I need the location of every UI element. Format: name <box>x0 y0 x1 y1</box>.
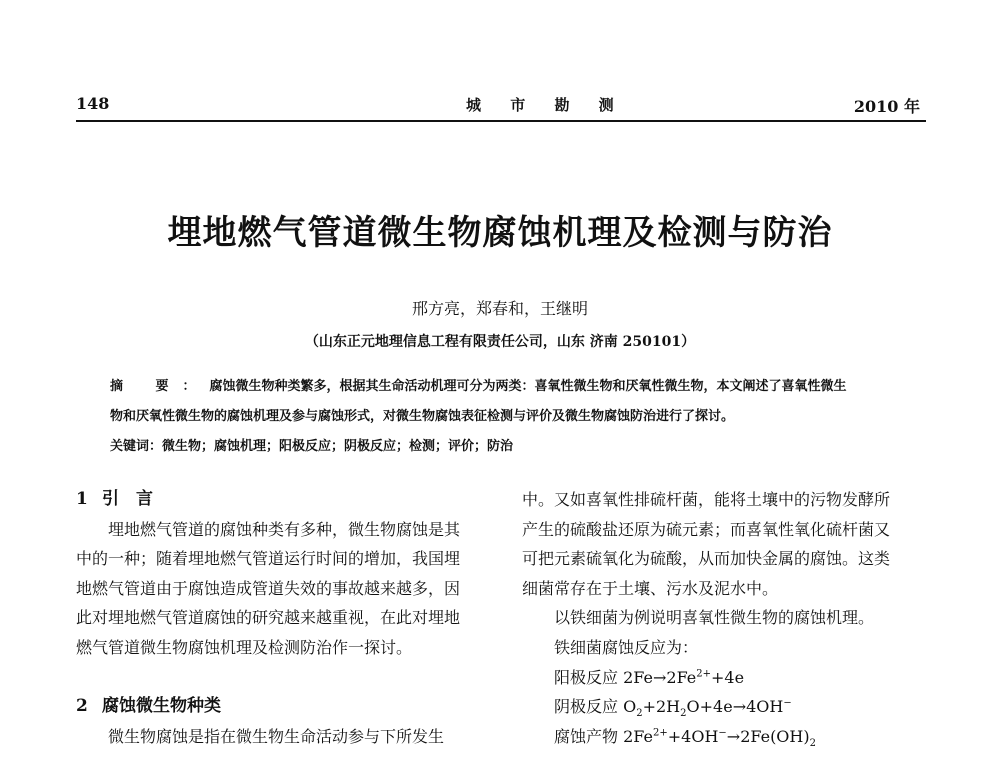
paragraph-line: 燃气管道微生物腐蚀机理及检测防治作一探讨。 <box>76 637 413 657</box>
section-heading-2 <box>76 692 476 722</box>
section-heading-1 <box>76 485 476 515</box>
paragraph-line: 以铁细菌为例说明喜氧性微生物的腐蚀机理。 <box>554 608 875 628</box>
authors: 邢方亮，郑春和，王继明 <box>411 299 588 318</box>
paragraph-line: 埋地燃气管道的腐蚀种类有多种，微生物腐蚀是其 <box>108 519 461 539</box>
paragraph-line: 铁细菌腐蚀反应为： <box>554 637 699 657</box>
paragraph-line: 中的一种；随着埋地燃气管道运行时间的增加，我国埋 <box>76 549 461 569</box>
paragraph-line: 微生物腐蚀是指在微生物生命活动参与下所发生 <box>108 726 445 746</box>
section-title-2: 腐蚀微生物种类 <box>102 696 221 717</box>
issue-year: 2010 年 <box>853 97 920 116</box>
corrosion-product: 腐蚀产物 $2Fe^{2+}+4OH^-\to 2Fe(OH)_2$ <box>554 726 816 749</box>
section-title-1: 引 言 <box>102 489 153 509</box>
paragraph-line: 此对埋地燃气管道腐蚀的研究越来越重视，在此对埋地 <box>76 608 461 628</box>
anode-label: 阳极反应 <box>554 667 619 687</box>
abstract <box>110 372 910 462</box>
cathode-reaction: 阴极反应 $O_2+2H_2O+4e\to 4OH^-$ <box>554 697 792 720</box>
abstract-label: 摘 要： <box>110 379 210 394</box>
paragraph-line: 地燃气管道由于腐蚀造成管道失效的事故越来越多，因 <box>76 578 461 598</box>
paragraph-line: 细菌常存在于土壤、污水及泥水中。 <box>522 578 779 598</box>
anode-reaction: 阳极反应 $2Fe\to 2Fe^{2+}+4e$ <box>554 667 745 687</box>
paper-title: 埋地燃气管道微生物腐蚀机理及检测与防治 <box>167 213 833 253</box>
keywords-label: 关键词： <box>110 439 163 454</box>
page-number: 148 <box>76 94 110 113</box>
paragraph-line: 可把元素硫氧化为硫酸，从而加快金属的腐蚀。这类 <box>522 549 891 569</box>
paragraph-line: 中。又如喜氧性排硫杆菌，能将土壤中的污物发酵所 <box>522 490 891 509</box>
left-column <box>76 485 476 751</box>
affiliation: （山东正元地理信息工程有限责任公司，山东 济南 250101） <box>304 334 696 350</box>
abstract-line-1 <box>110 372 910 402</box>
right-column <box>522 485 926 751</box>
page-header <box>76 90 926 122</box>
section-number-2: 2 <box>76 696 88 717</box>
product-label: 腐蚀产物 <box>554 726 619 746</box>
abstract-text-1: 腐蚀微生物种类繁多，根据其生命活动机理可分为两类：喜氧性微生物和厌氧性微生物，本文阐述了喜氧性微生 <box>209 379 847 394</box>
journal-name: 城 市 勘 测 <box>466 96 626 114</box>
paragraph-line: 产生的硫酸盐还原为硫元素；而喜氧性氧化硫杆菌又 <box>522 519 891 539</box>
keywords-line <box>110 432 910 462</box>
cathode-label: 阴极反应 <box>554 697 619 717</box>
keywords: 微生物；腐蚀机理；阳极反应；阴极反应；检测；评价；防治 <box>162 439 514 454</box>
section-number-1: 1 <box>76 489 88 509</box>
abstract-text-2: 物和厌氧性微生物的腐蚀机理及参与腐蚀形式，对微生物腐蚀表征检测与评价及微生物腐蚀防治进行了探讨。 <box>110 409 735 424</box>
